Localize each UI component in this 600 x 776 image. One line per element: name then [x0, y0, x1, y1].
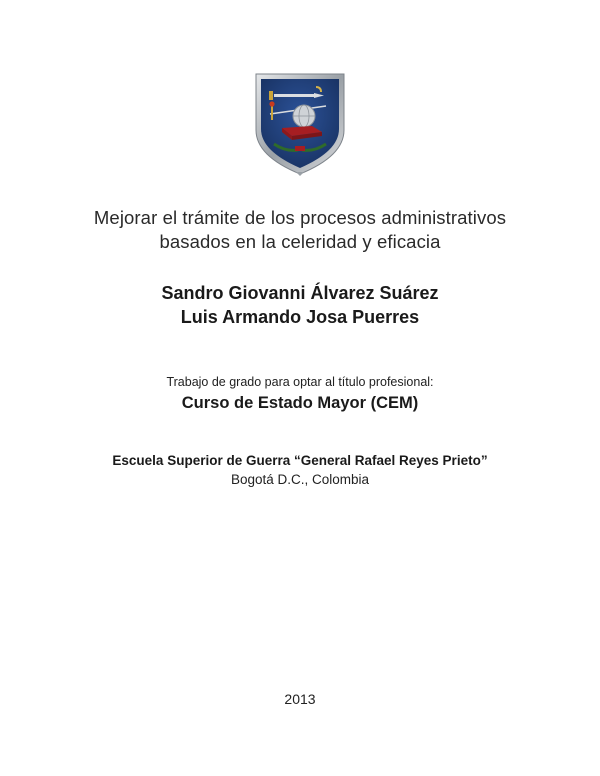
thesis-title [0, 206, 600, 254]
author-1: Sandro Giovanni Álvarez Suárez [161, 283, 439, 303]
author-2: Luis Armando Josa Puerres [180, 307, 420, 327]
degree-title: Curso de Estado Mayor (CEM) [181, 394, 419, 412]
authors [0, 281, 600, 329]
year: 2013 [284, 691, 316, 707]
city: Bogotá D.C., Colombia [230, 472, 370, 487]
thesis-title-line-1: Mejorar el trámite de los procesos administrativos [93, 207, 507, 228]
school-name: Escuela Superior de Guerra “General Rafael Reyes Prieto” [112, 453, 488, 468]
thesis-title-line-2: basados en la celeridad y eficacia [159, 231, 441, 252]
military-school-shield-emblem-icon [252, 70, 348, 178]
degree-intro: Trabajo de grado para optar al título profesional: [166, 375, 434, 389]
